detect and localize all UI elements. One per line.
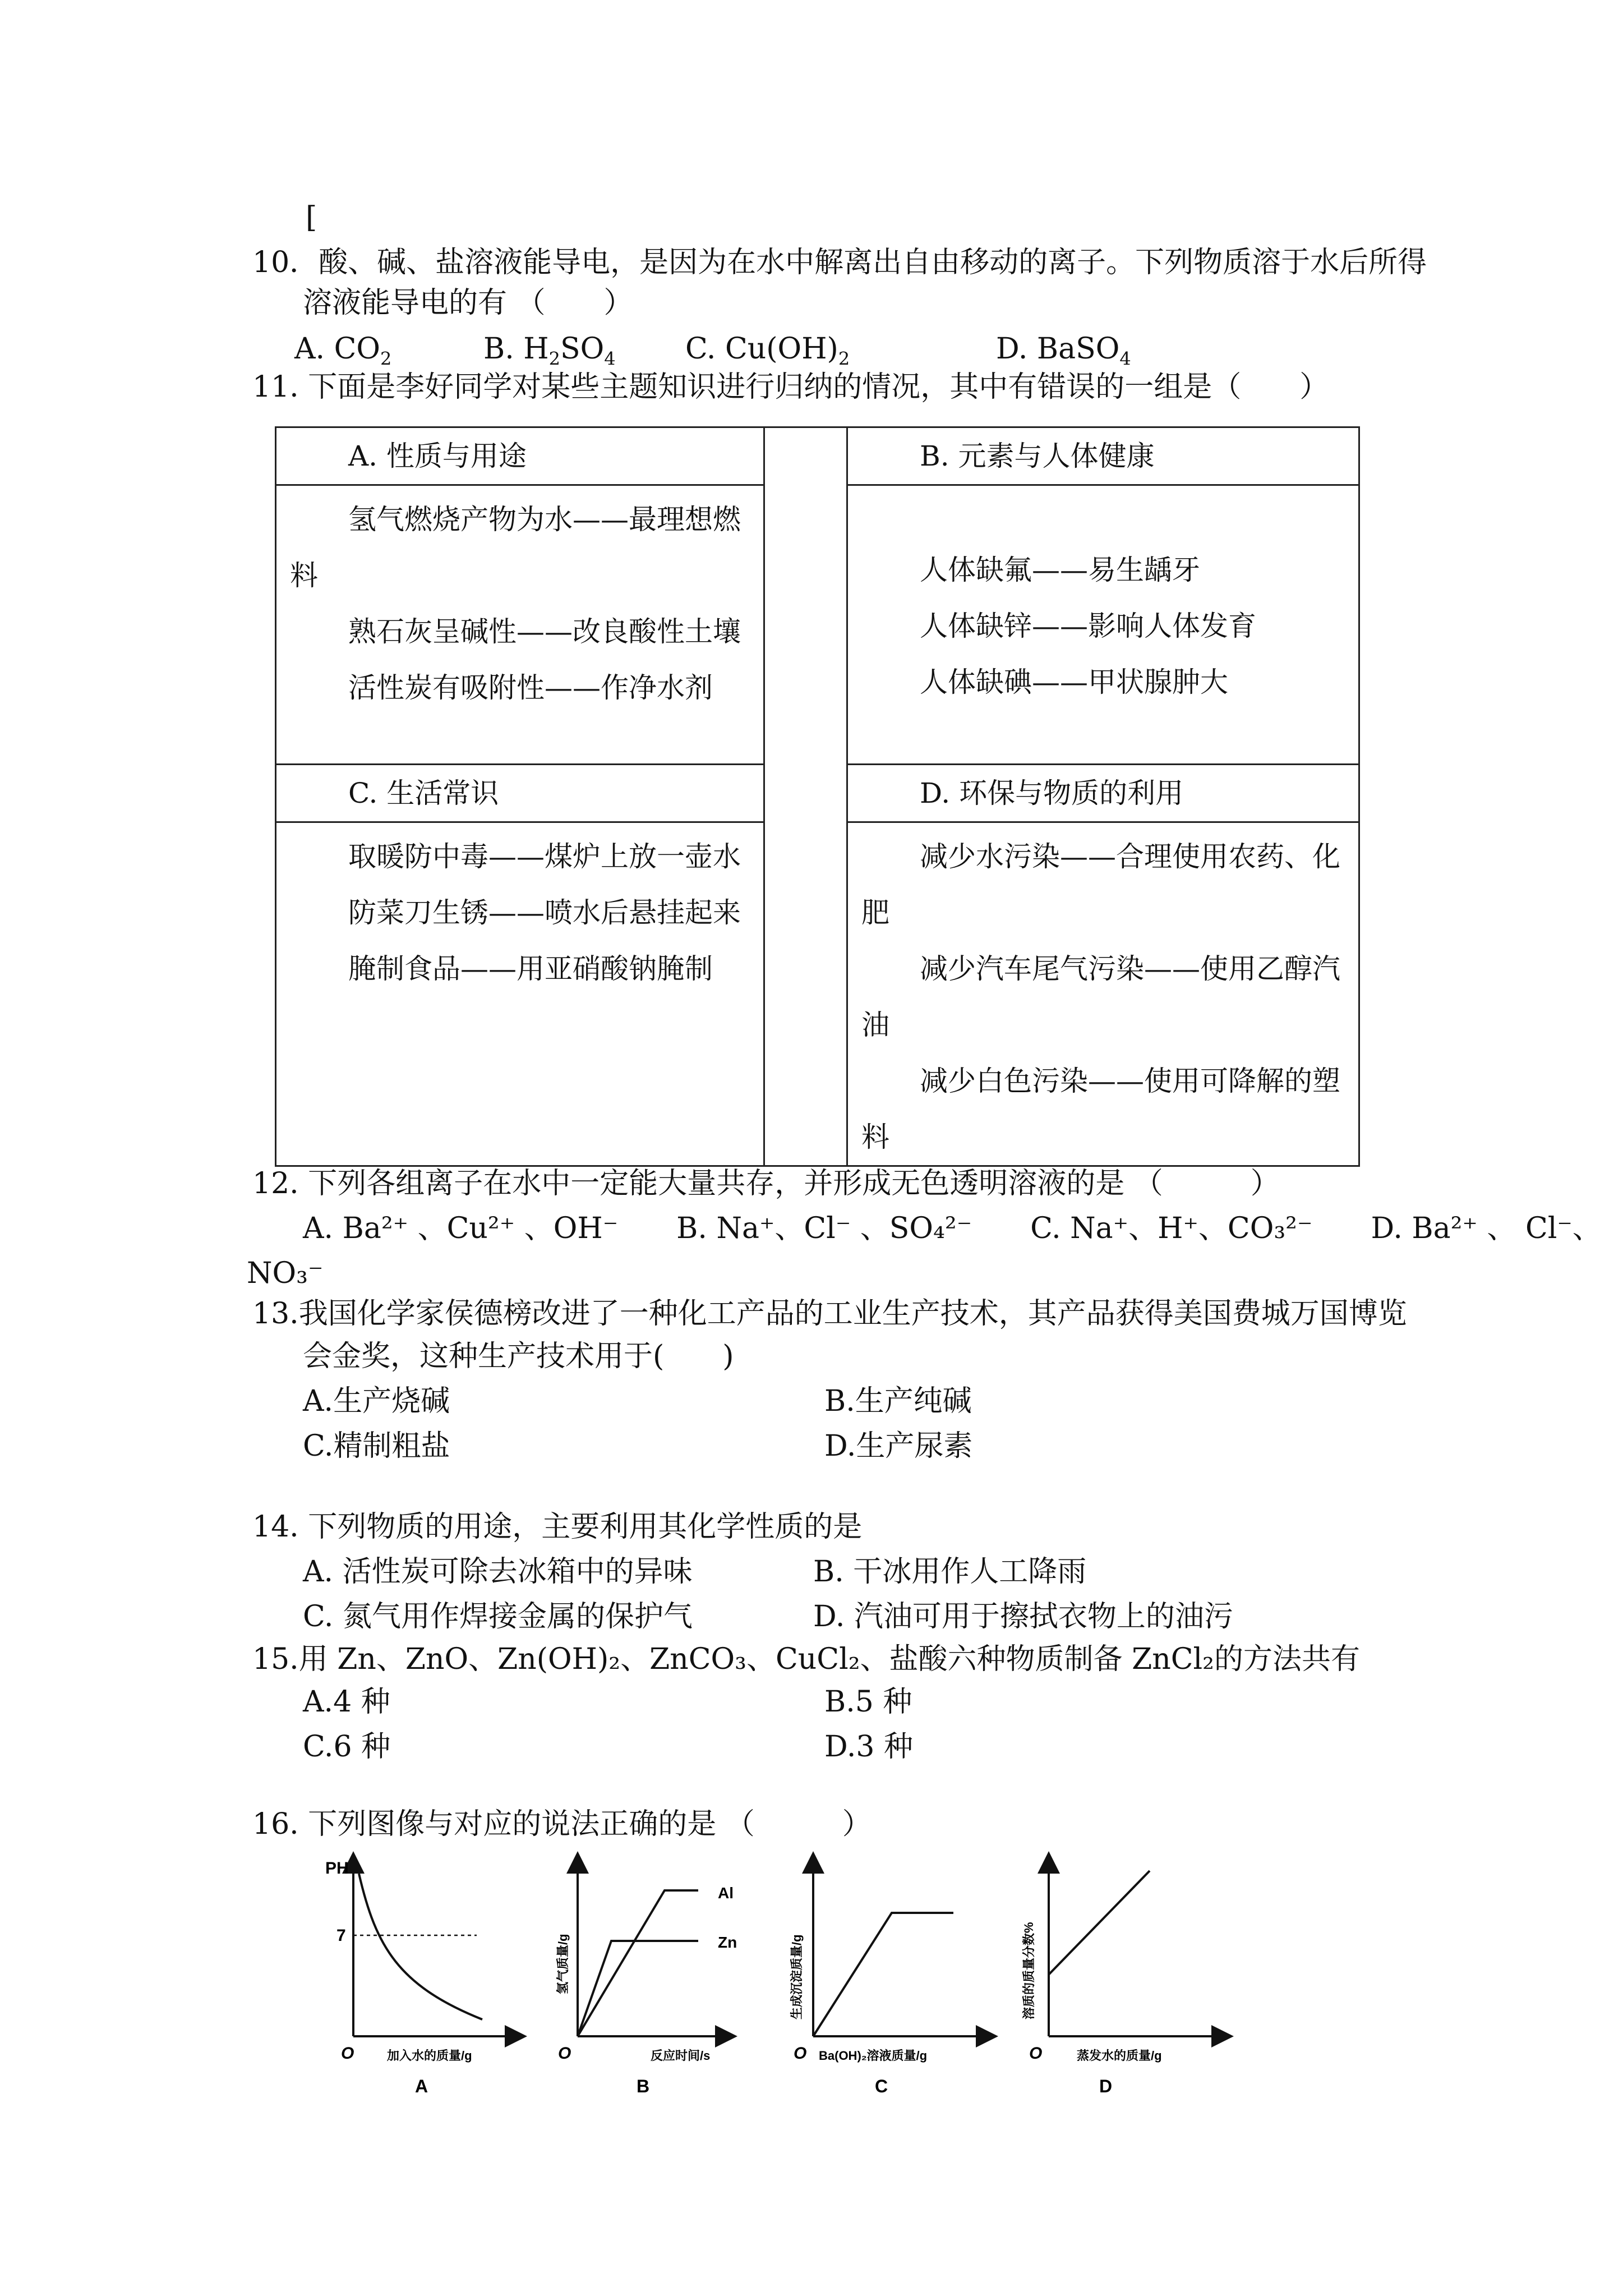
q15-option-b: B.5 种: [824, 1685, 912, 1719]
q13-option-c: C.精制粗盐: [303, 1429, 450, 1463]
q16-graph-c: [785, 1851, 1009, 2111]
q15-option-c: C.6 种: [303, 1730, 391, 1764]
x-axis-label: 蒸发水的质量/g: [1077, 2049, 1162, 2063]
q11-c-item: 腌制食品——用亚硝酸钠腌制: [348, 953, 713, 985]
series-zn-line: [578, 1941, 698, 2036]
q15-option-a: A.4 种: [303, 1685, 390, 1719]
y-axis-label: 氢气质量/g: [556, 1934, 570, 1994]
y-axis-label: 溶质的质量分数%: [1022, 1922, 1036, 2019]
q11-d-item: 减少白色污染——使用可降解的塑料: [861, 1065, 1340, 1153]
q11-a-item: 活性炭有吸附性——作净水剂: [348, 671, 713, 704]
q10-option-b: B. $H_2SO_4$: [483, 332, 616, 370]
x-axis-label: 反应时间/s: [651, 2049, 711, 2063]
q11-a-title: A. 性质与用途: [276, 427, 764, 485]
q11-c-body: [276, 822, 764, 1166]
y-axis-label: 生成沉淀质量/g: [790, 1934, 804, 2019]
q16-graph-a: [314, 1851, 527, 2111]
q11-c-item: 防菜刀生锈——喷水后悬挂起来: [348, 896, 741, 929]
q11-b-item: 人体缺氟——易生龋牙: [920, 554, 1200, 586]
origin-label: O: [341, 2044, 354, 2063]
q11-d-title: D. 环保与物质的利用: [847, 765, 1359, 822]
q11-c-item: 取暖防中毒——煤炉上放一壶水: [348, 840, 741, 873]
y-axis-label: PH: [325, 1859, 349, 1878]
q13-option-b: B.生产纯碱: [824, 1384, 972, 1418]
q12-options-cont: NO₃⁻: [247, 1257, 324, 1290]
x-axis-label: 加入水的质量/g: [387, 2049, 472, 2063]
q11-a-body: [276, 485, 764, 765]
q11-gap-column: [764, 427, 847, 1166]
series-zn-label: Zn: [718, 1934, 737, 1951]
origin-label: O: [558, 2044, 571, 2063]
precipitate-line: [813, 1913, 953, 2036]
q16-graph-d: [1015, 1851, 1239, 2111]
graph-caption: D: [1099, 2076, 1113, 2096]
q11-d-item: 减少水污染——合理使用农药、化肥: [861, 840, 1340, 929]
graph-caption: B: [637, 2076, 650, 2096]
q10-option-a: A. $CO_2$: [294, 332, 392, 370]
q11-stem: 11. 下面是李好同学对某些主题知识进行归纳的情况，其中有错误的一组是（ ）: [252, 370, 1329, 404]
ph-curve: [359, 1874, 482, 2019]
concentration-line: [1049, 1871, 1150, 1975]
x-axis-label: Ba(OH)₂溶液质量/g: [819, 2049, 928, 2063]
q16-graph-b: [552, 1851, 777, 2111]
graph-caption: A: [415, 2076, 428, 2096]
q13-option-d: D.生产尿素: [824, 1429, 973, 1463]
reference-label: 7: [336, 1926, 346, 1945]
q13-stem-line1: 13.我国化学家侯德榜改进了一种化工产品的工业生产技术，其产品获得美国费城万国博览: [252, 1297, 1407, 1331]
q11-b-item: 人体缺锌——影响人体发育: [920, 610, 1256, 642]
origin-label: O: [794, 2044, 807, 2063]
q10-option-c: C. $Cu(OH)_2$: [685, 332, 850, 370]
q13-option-a: A.生产烧碱: [303, 1384, 450, 1418]
q15-option-d: D.3 种: [824, 1730, 913, 1764]
q11-table: [275, 426, 1360, 1167]
q11-a-item: 氢气燃烧产物为水——最理想燃料: [290, 503, 741, 592]
q14-option-c: C. 氮气用作焊接金属的保护气: [303, 1600, 693, 1634]
q16-stem: 16. 下列图像与对应的说法正确的是 （ ）: [252, 1807, 872, 1841]
series-al-line: [578, 1890, 698, 2036]
series-al-label: Al: [718, 1884, 734, 1902]
q11-a-item: 熟石灰呈碱性——改良酸性土壤: [348, 615, 741, 648]
q14-stem: 14. 下列物质的用途，主要利用其化学性质的是: [252, 1510, 863, 1544]
q14-option-b: B. 干冰用作人工降雨: [813, 1555, 1087, 1589]
q12-stem: 12. 下列各组离子在水中一定能大量共存，并形成无色透明溶液的是 （ ）: [252, 1167, 1280, 1200]
q14-option-d: D. 汽油可用于擦拭衣物上的油污: [813, 1600, 1233, 1634]
graph-caption: C: [875, 2076, 888, 2096]
q12-options: A. Ba²⁺ 、Cu²⁺ 、OH⁻ B. Na⁺、Cl⁻ 、SO₄²⁻ C. Na⁺、H⁺、CO₃²⁻ D. Ba²⁺ 、 Cl⁻、: [303, 1212, 1602, 1245]
q11-c-title: C. 生活常识: [276, 765, 764, 822]
origin-label: O: [1029, 2044, 1043, 2063]
q11-d-body: [847, 822, 1359, 1166]
q11-b-title: B. 元素与人体健康: [847, 427, 1359, 485]
q10-option-d: D. BaSO$_4$: [996, 332, 1131, 370]
q11-b-item: 人体缺碘——甲状腺肿大: [920, 666, 1228, 698]
q11-d-item: 减少汽车尾气污染——使用乙醇汽油: [861, 953, 1340, 1041]
q11-b-body: [847, 485, 1359, 765]
q13-stem-line2: 会金奖，这种生产技术用于( ): [303, 1340, 734, 1373]
q14-option-a: A. 活性炭可除去冰箱中的异味: [303, 1555, 693, 1589]
bracket-mark: [: [306, 201, 317, 234]
q10-stem-line1: 10．酸、碱、盐溶液能导电，是因为在水中解离出自由移动的离子。下列物质溶于水后所得: [252, 246, 1427, 279]
q15-stem: 15.用 Zn、ZnO、Zn(OH)₂、ZnCO₃、CuCl₂、盐酸六种物质制备 ZnCl₂的方法共有: [252, 1642, 1360, 1676]
q10-stem-line2: 溶液能导电的有 （ ）: [303, 286, 633, 320]
